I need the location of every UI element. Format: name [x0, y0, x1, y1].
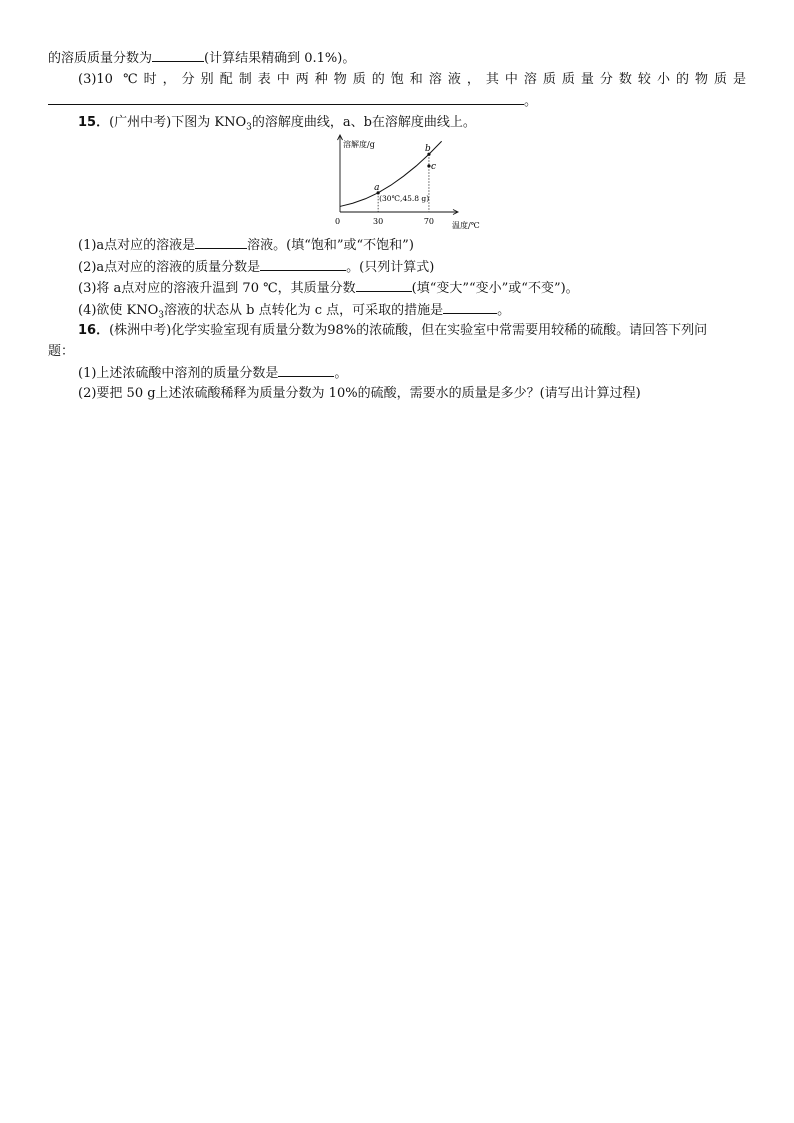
q15-stem-text: (广州中考)下图为 KNO	[109, 115, 247, 130]
answer-blank[interactable]	[443, 301, 497, 314]
q15-part2-text: (2)a点对应的溶液的质量分数是	[78, 260, 261, 275]
q16-stem-text: (株洲中考)化学实验室现有质量分数为98%的浓硫酸，但在实验室中常需要用较稀的硫酸。请回答下列问	[109, 323, 708, 338]
answer-blank[interactable]	[48, 92, 524, 105]
q16-part1-text: (1)上述浓硫酸中溶剂的质量分数是	[78, 366, 279, 381]
answer-blank[interactable]	[278, 364, 334, 377]
q15-stem-text-2: 的溶解度曲线，a、b在溶解度曲线上。	[251, 115, 476, 130]
q15-part2	[78, 258, 434, 277]
q16-part1	[78, 364, 347, 383]
subscript: 3	[246, 122, 252, 133]
q14-line1-note: (计算结果精确到 0.1%)。	[204, 51, 356, 66]
question-number: 16．	[78, 323, 110, 338]
point-a-annotation: (30℃,45.8 g)	[379, 193, 430, 203]
q16-stem-line2	[48, 343, 74, 361]
x-axis-label: 温度/℃	[452, 221, 480, 230]
q15-part3	[78, 279, 579, 298]
q16-part1-end: 。	[334, 366, 348, 381]
answer-blank[interactable]	[356, 279, 412, 292]
q15-part4-text: (4)欲使 KNO	[78, 303, 159, 318]
q16-stem	[78, 322, 707, 340]
question-number: 15．	[78, 115, 110, 130]
q15-part1-text: (1)a点对应的溶液是	[78, 238, 196, 253]
y-axis-label: 溶解度/g	[343, 140, 375, 149]
q15-part1-note: 溶液。(填“饱和”或“不饱和”)	[247, 238, 414, 253]
q16-stem-text-2: 题：	[48, 344, 75, 359]
q15-part2-note: 。(只列计算式)	[346, 260, 435, 275]
q15-part4-end: 。	[497, 303, 511, 318]
x-tick-label: 30	[373, 217, 384, 226]
answer-blank[interactable]	[195, 236, 247, 249]
q16-part2	[78, 385, 641, 403]
q14-part3-end: 。	[524, 94, 538, 109]
chart-axes	[335, 135, 480, 230]
q14-part3-answer-line	[48, 92, 537, 111]
q15-part4-text-2: 溶液的状态从 b 点转化为 c 点，可采取的措施是	[164, 303, 444, 318]
q14-line1-text: 的溶质质量分数为	[48, 51, 153, 66]
q14-part3-text: (3)10 ℃时，分别配制表中两种物质的饱和溶液，其中溶质质量分数较小的物质是	[78, 72, 746, 87]
q15-part3-text: (3)将 a点对应的溶液升温到 70 ℃，其质量分数	[78, 281, 356, 296]
chart-marks	[340, 141, 442, 212]
q16-part2-text: (2)要把 50 g上述浓硫酸稀释为质量分数为 10%的硫酸，需要水的质量是多少？(请写出计算过程)	[78, 386, 641, 401]
q14-part3	[78, 71, 746, 89]
q14-solution-line	[48, 49, 355, 68]
answer-blank[interactable]	[152, 49, 204, 62]
x-tick-label: 70	[423, 217, 435, 226]
solubility-chart	[326, 133, 480, 233]
origin-label: 0	[335, 217, 341, 226]
point-label-c: c	[430, 161, 436, 172]
q15-part3-note: (填“变大”“变小”或“不变”)。	[411, 281, 579, 296]
q15-part1	[78, 236, 414, 255]
answer-blank[interactable]	[260, 258, 346, 271]
point-label-b: b	[424, 144, 431, 155]
point-label-a: a	[374, 182, 380, 193]
subscript: 3	[158, 310, 165, 321]
